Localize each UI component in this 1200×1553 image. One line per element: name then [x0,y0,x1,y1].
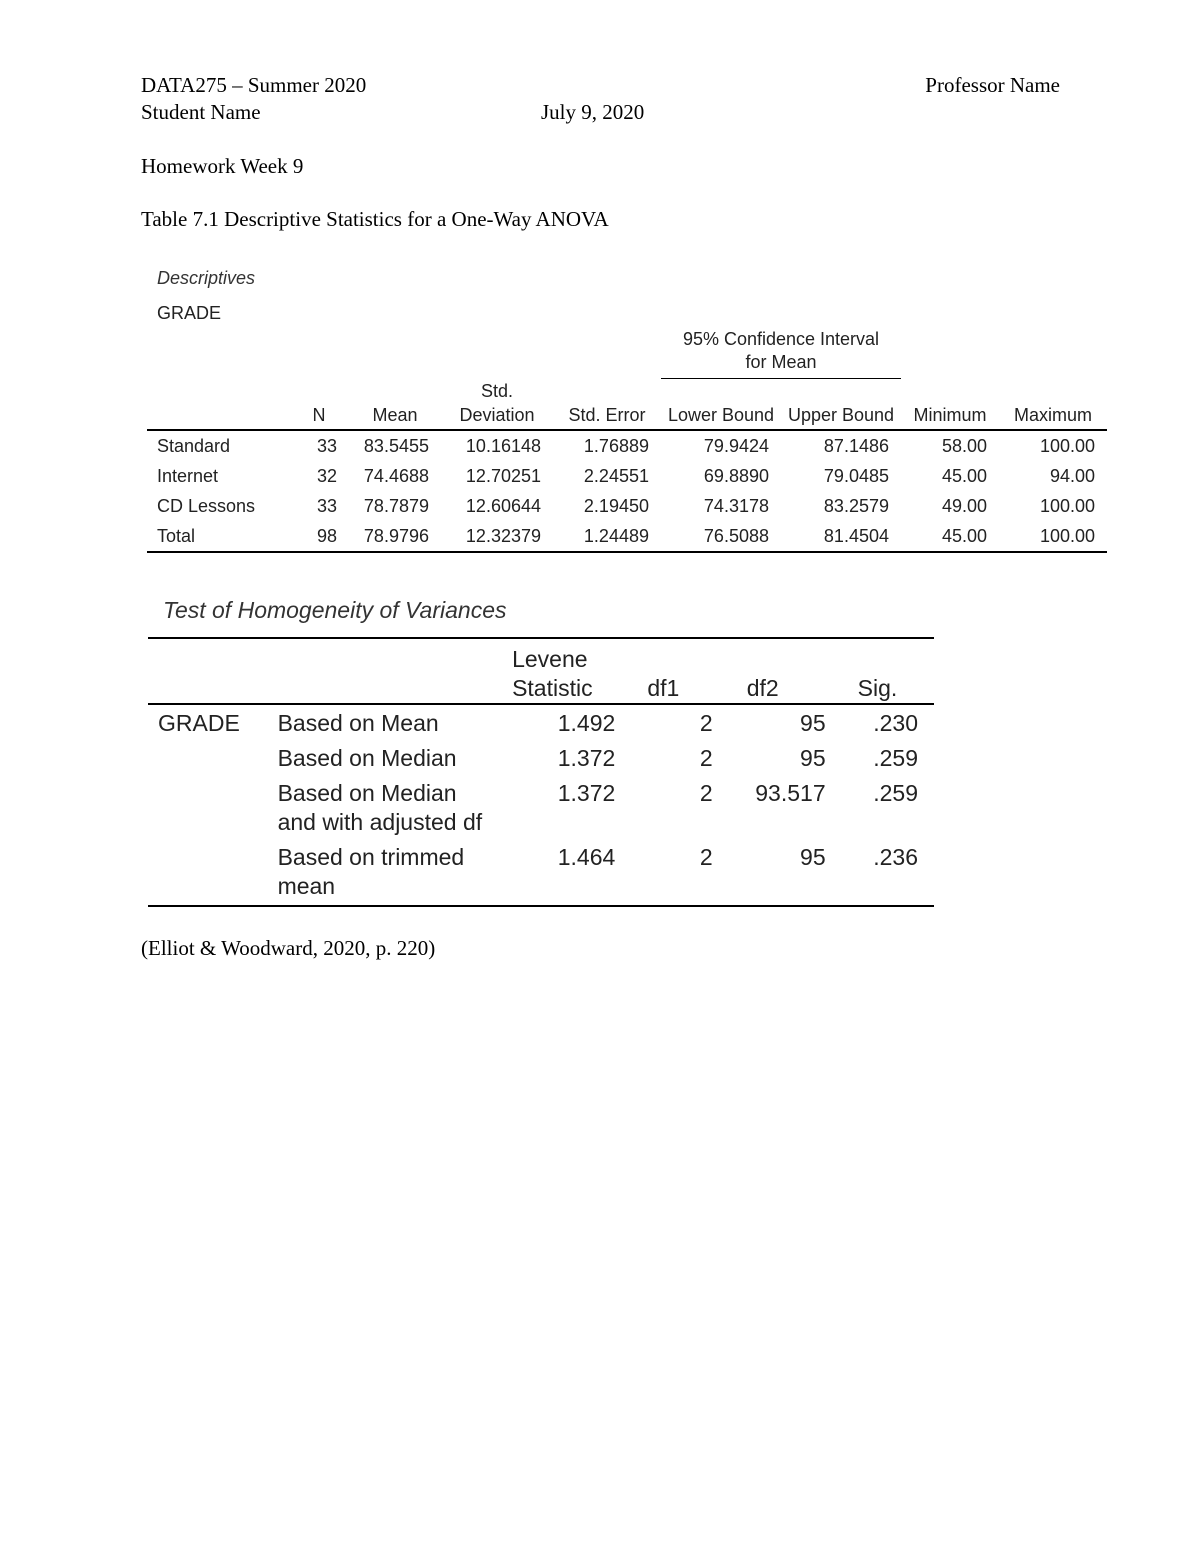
descriptives-table [147,328,1107,553]
cell-sig: .259 [873,745,918,771]
col-max: Maximum [999,379,1107,430]
cell-sig: .236 [836,839,934,906]
levene-title: Test of Homogeneity of Variances [163,597,507,623]
cell-n: 98 [289,521,349,552]
levene-variable: GRADE [158,710,240,736]
cell-upper: 87.1486 [823,435,889,456]
col-std-dev: Std. Deviation [441,379,553,430]
citation: (Elliot & Woodward, 2020, p. 220) [141,936,436,960]
cell-sd: 12.70251 [465,465,541,486]
levene-table [148,637,934,907]
cell-df2: 95 [800,710,826,736]
col-std-err: Std. Error [553,379,661,430]
col-min: Minimum [901,379,999,430]
row-label: Total [147,521,289,552]
table-row [148,740,934,775]
cell-min: 58.00 [941,435,987,456]
cell-max: 94.00 [1049,465,1095,486]
cell-min: 49.00 [941,495,987,516]
cell-sd: 10.16148 [465,435,541,456]
homework-title: Homework Week 9 [141,154,304,178]
student-name: Student Name [141,100,261,124]
row-label: Internet [157,465,219,486]
col-sig: Sig. [836,638,934,704]
cell-df2: 93.517 [755,780,826,806]
header-blank [148,638,268,704]
cell-upper: 83.2579 [823,495,889,516]
cell-df1: 2 [699,745,713,771]
cell-se: 2.19450 [583,495,649,516]
cell-df1: 2 [699,710,713,736]
table-row [147,430,1107,461]
table-row [147,491,1107,521]
header-blank [147,379,289,430]
table-row [148,775,934,839]
cell-max: 100.00 [1039,495,1095,516]
cell-upper: 79.0485 [823,465,889,486]
cell-sig: .259 [873,780,918,806]
row-label: Based on Mean [277,710,439,736]
row-label: Based on Median and with adjusted df [277,780,483,835]
table-caption: Table 7.1 Descriptive Statistics for a One-Way ANOVA [141,207,609,231]
cell-df2: 95 [800,745,826,771]
cell-lower: 74.3178 [703,495,769,516]
col-df1: df1 [637,638,722,704]
cell-upper: 81.4504 [781,521,901,552]
cell-max: 100.00 [1039,435,1095,456]
cell-lower: 69.8890 [703,465,769,486]
descriptives-variable: GRADE [157,303,222,323]
descriptives-title: Descriptives [157,268,256,288]
cell-se: 1.76889 [583,435,649,456]
col-lower: Lower Bound [661,379,781,430]
cell-lower: 79.9424 [703,435,769,456]
row-label: Based on Median [277,745,457,771]
cell-mean: 83.5455 [363,435,429,456]
cell-mean: 74.4688 [363,465,429,486]
cell-lower: 76.5088 [661,521,781,552]
cell-se: 1.24489 [553,521,661,552]
cell-n: 33 [316,495,337,516]
table-row [147,521,1107,552]
cell-mean: 78.9796 [349,521,441,552]
cell-sig: .230 [873,710,918,736]
cell-df1: 2 [637,839,722,906]
document-date: July 9, 2020 [541,100,645,124]
col-levene-statistic: Levene Statistic [502,638,637,704]
table-row [148,839,934,906]
cell-min: 45.00 [901,521,999,552]
table-row [147,461,1107,491]
table-row [148,704,934,740]
cell-sd: 12.32379 [441,521,553,552]
ci-header: 95% Confidence Interval for Mean [661,328,901,379]
cell-se: 2.24551 [583,465,649,486]
cell-max: 100.00 [999,521,1107,552]
col-n: N [289,379,349,430]
cell-statistic: 1.464 [502,839,637,906]
course-title: DATA275 – Summer 2020 [141,73,367,97]
professor-name: Professor Name [925,73,1060,97]
cell-sd: 12.60644 [465,495,541,516]
cell-n: 32 [316,465,337,486]
cell-n: 33 [316,435,337,456]
row-label: Based on trimmed mean [268,839,503,906]
col-df2: df2 [723,638,836,704]
cell-df1: 2 [699,780,713,806]
cell-statistic: 1.492 [557,710,616,736]
row-label: CD Lessons [157,495,256,516]
col-mean: Mean [349,379,441,430]
header-blank [268,638,503,704]
cell-statistic: 1.372 [557,780,616,806]
cell-df2: 95 [723,839,836,906]
col-upper: Upper Bound [781,379,901,430]
cell-min: 45.00 [941,465,987,486]
cell-mean: 78.7879 [363,495,429,516]
row-label: Standard [157,435,231,456]
cell-statistic: 1.372 [557,745,616,771]
